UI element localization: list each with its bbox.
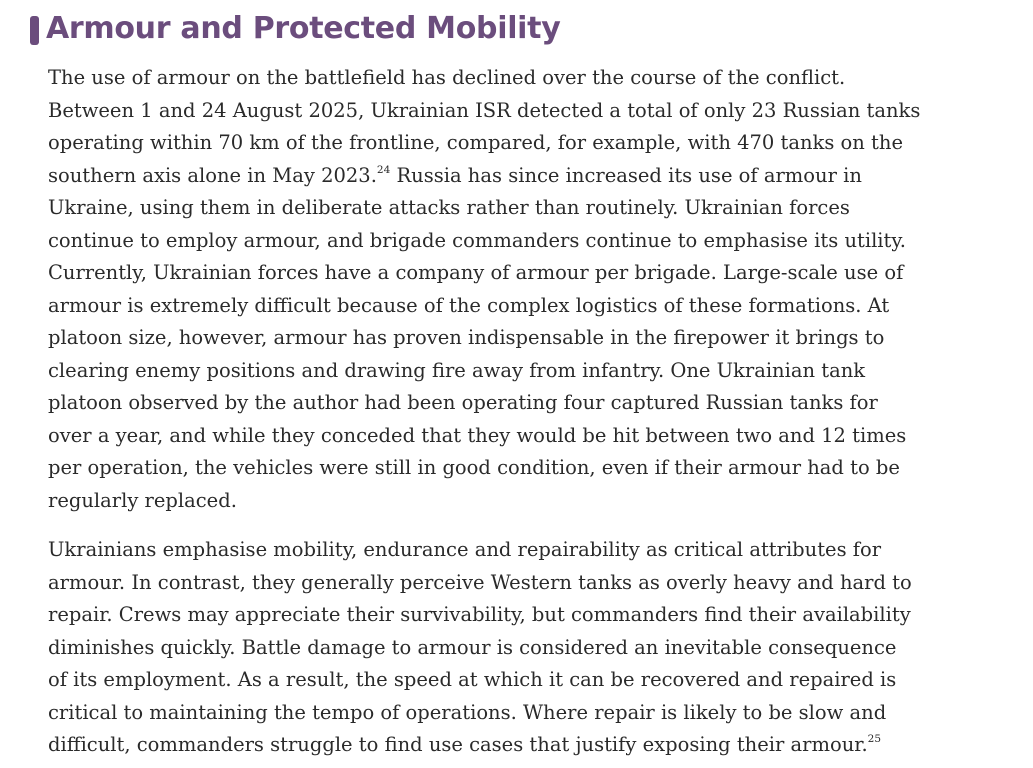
text-line: diminishes quickly. Battle damage to armour is considered an inevitable consequence xyxy=(48,635,897,659)
text-line: repair. Crews may appreciate their survivability, but commanders find their availability xyxy=(48,603,911,626)
paragraph-1 xyxy=(48,62,1008,517)
text-line xyxy=(48,729,1008,762)
text-line: regularly replaced. xyxy=(48,488,237,512)
heading-accent-marker xyxy=(30,16,39,45)
text-line: per operation, the vehicles were still in good condition, even if their armour had to be xyxy=(48,456,900,479)
text-line: Between 1 and 24 August 2025, Ukrainian ISR detected a total of only 23 Russian tanks xyxy=(48,98,921,122)
paragraph-2 xyxy=(48,534,1008,762)
text-line: Ukrainians emphasise mobility, endurance and repairability as critical attributes for xyxy=(48,538,882,561)
text-line: armour. In contrast, they generally perceive Western tanks as overly heavy and hard to xyxy=(48,570,912,594)
text-line: The use of armour on the battlefield has declined over the course of the conflict. xyxy=(48,66,846,89)
footnote-ref-24[interactable]: 24 xyxy=(376,163,391,176)
text-line: armour is extremely difficult because of the complex logistics of these formations. At xyxy=(48,293,890,317)
text-line: over a year, and while they conceded that they would be hit between two and 12 times xyxy=(48,423,907,447)
text-line: clearing enemy positions and drawing fire away from infantry. One Ukrainian tank xyxy=(48,358,866,382)
text-line-start: southern axis alone in May 2023. xyxy=(48,163,377,187)
text-line: platoon size, however, armour has proven indispensable in the firepower it brings to xyxy=(48,326,885,349)
text-line: critical to maintaining the tempo of operations. Where repair is likely to be slow and xyxy=(48,700,887,724)
text-line: Currently, Ukrainian forces have a company of armour per brigade. Large-scale use of xyxy=(48,261,904,284)
text-line: continue to employ armour, and brigade commanders continue to emphasise its utility. xyxy=(48,228,907,252)
text-line-end: Russia has since increased its use of armour in xyxy=(390,163,862,187)
section-heading xyxy=(30,8,560,48)
text-line: of its employment. As a result, the speed at which it can be recovered and repaired is xyxy=(48,668,897,691)
text-line: operating within 70 km of the frontline, compared, for example, with 470 tanks on the xyxy=(48,131,903,154)
text-line: platoon observed by the author had been operating four captured Russian tanks for xyxy=(48,391,878,414)
text-line xyxy=(48,160,1008,193)
section-title: Armour and Protected Mobility xyxy=(46,10,561,46)
text-line: Ukraine, using them in deliberate attacks rather than routinely. Ukrainian forces xyxy=(48,196,850,219)
text-line-start: difficult, commanders struggle to find use cases that justify exposing their armour. xyxy=(48,733,868,756)
footnote-ref-25[interactable]: 25 xyxy=(867,733,882,745)
